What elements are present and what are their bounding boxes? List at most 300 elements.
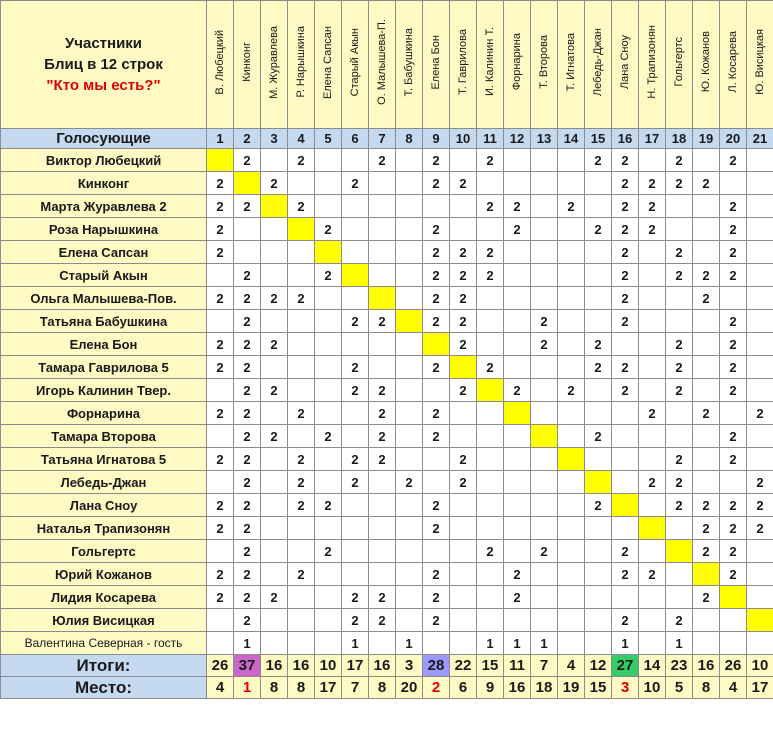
vote-cell [666, 287, 693, 310]
vote-cell [639, 310, 666, 333]
vote-cell [450, 195, 477, 218]
participant-number: 3 [261, 129, 288, 149]
participants-header-row [1, 1, 773, 129]
self-vote-cell [747, 609, 773, 632]
participant-name: Н. Трапизонян [646, 25, 658, 99]
totals-row [1, 655, 773, 677]
vote-cell [261, 310, 288, 333]
vote-cell [531, 494, 558, 517]
vote-cell [342, 563, 369, 586]
vote-cell: 2 [315, 264, 342, 287]
vote-cell [612, 402, 639, 425]
vote-cell [639, 425, 666, 448]
vote-cell [396, 402, 423, 425]
vote-cell [693, 425, 720, 448]
vote-cell [747, 586, 773, 609]
vote-cell [261, 402, 288, 425]
participant-number: 20 [720, 129, 747, 149]
vote-cell [531, 172, 558, 195]
vote-cell [342, 218, 369, 241]
vote-cell [315, 287, 342, 310]
vote-cell [504, 172, 531, 195]
vote-cell [531, 379, 558, 402]
place-rank: 7 [342, 677, 369, 699]
place-rank: 1 [234, 677, 261, 699]
participant-name: Елена Бон [430, 34, 442, 90]
vote-cell: 2 [666, 172, 693, 195]
vote-cell [666, 563, 693, 586]
voter-row [1, 264, 773, 287]
vote-cell [342, 517, 369, 540]
places-row [1, 677, 773, 699]
voter-row [1, 609, 773, 632]
vote-cell: 2 [234, 310, 261, 333]
vote-cell: 2 [315, 540, 342, 563]
vote-cell: 2 [693, 517, 720, 540]
vote-cell: 2 [423, 563, 450, 586]
place-rank: 19 [558, 677, 585, 699]
self-vote-cell [261, 195, 288, 218]
self-vote-cell [288, 218, 315, 241]
total-score: 12 [585, 655, 612, 677]
vote-cell [450, 149, 477, 172]
vote-cell: 2 [477, 149, 504, 172]
voter-row [1, 448, 773, 471]
participant-name: Т. Бабушкина [403, 27, 415, 97]
vote-cell: 2 [450, 471, 477, 494]
vote-cell [342, 195, 369, 218]
voter-row [1, 149, 773, 172]
vote-cell: 2 [585, 149, 612, 172]
self-vote-cell [342, 264, 369, 287]
participant-number: 18 [666, 129, 693, 149]
guest-vote-cell [207, 632, 234, 655]
vote-cell [288, 425, 315, 448]
vote-cell: 2 [693, 586, 720, 609]
vote-cell [747, 563, 773, 586]
vote-cell [396, 356, 423, 379]
vote-cell: 2 [666, 609, 693, 632]
vote-cell: 2 [666, 241, 693, 264]
self-vote-cell [558, 448, 585, 471]
voter-name: Лебедь-Джан [1, 471, 207, 494]
vote-cell: 2 [423, 609, 450, 632]
vote-cell: 2 [477, 195, 504, 218]
vote-cell: 2 [261, 586, 288, 609]
vote-cell [450, 218, 477, 241]
vote-cell [558, 218, 585, 241]
vote-cell [585, 264, 612, 287]
participant-header [315, 1, 342, 129]
participant-number: 15 [585, 129, 612, 149]
vote-cell: 2 [396, 471, 423, 494]
guest-vote-cell [747, 632, 773, 655]
vote-cell: 2 [234, 494, 261, 517]
vote-cell [450, 402, 477, 425]
participant-number: 6 [342, 129, 369, 149]
total-score: 26 [207, 655, 234, 677]
participant-header [666, 1, 693, 129]
self-vote-cell [450, 356, 477, 379]
places-label: Место: [1, 677, 207, 699]
place-rank: 10 [639, 677, 666, 699]
vote-cell: 2 [693, 494, 720, 517]
vote-cell: 2 [234, 425, 261, 448]
vote-cell [693, 356, 720, 379]
participant-header [585, 1, 612, 129]
place-rank: 9 [477, 677, 504, 699]
vote-cell: 2 [585, 218, 612, 241]
vote-cell [747, 333, 773, 356]
vote-cell: 2 [720, 494, 747, 517]
vote-cell: 2 [207, 241, 234, 264]
vote-cell [234, 241, 261, 264]
participant-header [612, 1, 639, 129]
vote-cell: 2 [369, 586, 396, 609]
vote-cell: 2 [288, 563, 315, 586]
place-rank: 4 [720, 677, 747, 699]
participant-name: Лебедь-Джан [592, 27, 604, 97]
vote-cell: 2 [639, 471, 666, 494]
vote-cell [315, 517, 342, 540]
vote-cell [531, 609, 558, 632]
voter-name: Татьяна Игнатова 5 [1, 448, 207, 471]
guest-vote-cell [639, 632, 666, 655]
voter-name: Елена Сапсан [1, 241, 207, 264]
vote-cell: 2 [585, 333, 612, 356]
vote-cell [342, 425, 369, 448]
vote-cell: 2 [342, 471, 369, 494]
participant-number: 17 [639, 129, 666, 149]
vote-cell [693, 333, 720, 356]
vote-cell: 2 [477, 356, 504, 379]
vote-cell: 2 [261, 379, 288, 402]
guest-vote-cell: 1 [666, 632, 693, 655]
vote-cell [288, 609, 315, 632]
vote-cell: 2 [450, 310, 477, 333]
vote-cell [396, 379, 423, 402]
voter-row [1, 287, 773, 310]
vote-cell [423, 448, 450, 471]
vote-cell [558, 517, 585, 540]
total-score: 10 [315, 655, 342, 677]
vote-cell: 2 [423, 402, 450, 425]
participant-header [477, 1, 504, 129]
voters-number-row [1, 129, 773, 149]
voter-name: Лана Сноу [1, 494, 207, 517]
vote-cell [396, 448, 423, 471]
participant-number: 16 [612, 129, 639, 149]
participant-header [504, 1, 531, 129]
vote-cell [504, 448, 531, 471]
vote-cell [693, 448, 720, 471]
totals-label: Итоги: [1, 655, 207, 677]
participant-name: Ю. Висицкая [754, 29, 766, 95]
participant-number: 2 [234, 129, 261, 149]
vote-cell [477, 494, 504, 517]
vote-cell: 2 [207, 402, 234, 425]
voter-name: Татьяна Бабушкина [1, 310, 207, 333]
vote-cell: 2 [666, 264, 693, 287]
vote-cell: 2 [531, 310, 558, 333]
vote-cell [369, 218, 396, 241]
vote-cell [693, 218, 720, 241]
participant-header [720, 1, 747, 129]
voter-rows [1, 149, 773, 655]
vote-cell: 2 [720, 379, 747, 402]
vote-cell [423, 540, 450, 563]
vote-cell [396, 425, 423, 448]
vote-cell: 2 [720, 540, 747, 563]
total-score: 22 [450, 655, 477, 677]
vote-cell [531, 218, 558, 241]
vote-cell [612, 586, 639, 609]
vote-cell: 2 [666, 356, 693, 379]
vote-cell [639, 494, 666, 517]
vote-cell [747, 218, 773, 241]
vote-cell [666, 310, 693, 333]
total-score: 11 [504, 655, 531, 677]
participant-header [396, 1, 423, 129]
vote-cell [261, 540, 288, 563]
vote-cell [342, 287, 369, 310]
participant-number: 14 [558, 129, 585, 149]
vote-cell [504, 494, 531, 517]
place-rank: 20 [396, 677, 423, 699]
participant-header [693, 1, 720, 129]
vote-cell: 2 [720, 241, 747, 264]
guest-vote-cell [288, 632, 315, 655]
vote-cell [315, 172, 342, 195]
vote-cell [288, 241, 315, 264]
guest-vote-cell [585, 632, 612, 655]
vote-cell [585, 287, 612, 310]
vote-cell: 2 [504, 586, 531, 609]
vote-cell: 2 [369, 609, 396, 632]
participant-number: 1 [207, 129, 234, 149]
participant-number: 8 [396, 129, 423, 149]
participant-name: Елена Сапсан [322, 25, 334, 99]
guest-vote-cell [315, 632, 342, 655]
total-score: 7 [531, 655, 558, 677]
place-rank: 8 [288, 677, 315, 699]
participant-name: Кинконг [241, 42, 253, 82]
vote-cell [666, 218, 693, 241]
vote-cell [693, 149, 720, 172]
title-line-3: "Кто мы есть?" [46, 77, 161, 94]
vote-cell [315, 471, 342, 494]
place-rank: 6 [450, 677, 477, 699]
vote-cell: 2 [720, 517, 747, 540]
vote-cell [423, 379, 450, 402]
vote-cell [747, 448, 773, 471]
vote-cell: 2 [531, 333, 558, 356]
voter-row [1, 218, 773, 241]
vote-cell [423, 195, 450, 218]
vote-cell [396, 563, 423, 586]
vote-cell: 2 [585, 356, 612, 379]
vote-cell [369, 195, 396, 218]
vote-cell: 2 [612, 241, 639, 264]
self-vote-cell [720, 586, 747, 609]
participant-name: Гольгертс [673, 37, 685, 87]
vote-cell [558, 172, 585, 195]
voter-row [1, 402, 773, 425]
place-rank: 17 [315, 677, 342, 699]
vote-cell [396, 149, 423, 172]
vote-cell [639, 333, 666, 356]
voter-row [1, 586, 773, 609]
vote-cell: 2 [423, 218, 450, 241]
vote-cell [477, 609, 504, 632]
vote-cell [288, 264, 315, 287]
self-vote-cell [369, 287, 396, 310]
vote-cell [747, 425, 773, 448]
vote-cell: 2 [207, 494, 234, 517]
vote-cell [504, 149, 531, 172]
participant-name: И. Калинин Т. [484, 27, 496, 97]
vote-cell: 2 [720, 425, 747, 448]
voter-name: Старый Акын [1, 264, 207, 287]
self-vote-cell [693, 563, 720, 586]
voter-row [1, 563, 773, 586]
participant-name: О. Малышева-П. [376, 19, 388, 105]
vote-cell: 2 [369, 402, 396, 425]
vote-cell: 2 [423, 586, 450, 609]
vote-cell [720, 287, 747, 310]
vote-cell: 2 [720, 563, 747, 586]
place-rank: 2 [423, 677, 450, 699]
vote-cell [585, 379, 612, 402]
vote-cell [207, 264, 234, 287]
vote-cell [639, 448, 666, 471]
total-score: 4 [558, 655, 585, 677]
vote-cell [261, 448, 288, 471]
voter-row [1, 379, 773, 402]
vote-cell [639, 609, 666, 632]
voter-row [1, 310, 773, 333]
voter-name: Кинконг [1, 172, 207, 195]
vote-cell [369, 172, 396, 195]
vote-cell: 2 [450, 241, 477, 264]
place-rank: 8 [369, 677, 396, 699]
participant-number: 9 [423, 129, 450, 149]
place-rank: 17 [747, 677, 773, 699]
vote-cell [558, 310, 585, 333]
vote-cell [396, 333, 423, 356]
guest-vote-cell [558, 632, 585, 655]
vote-cell [531, 264, 558, 287]
vote-cell [288, 172, 315, 195]
vote-cell [531, 287, 558, 310]
vote-cell: 2 [639, 402, 666, 425]
voter-row [1, 471, 773, 494]
vote-cell [369, 563, 396, 586]
vote-cell: 2 [234, 356, 261, 379]
title-line-2: Блиц в 12 строк [44, 56, 163, 73]
voter-name: Тамара Гаврилова 5 [1, 356, 207, 379]
place-rank: 15 [585, 677, 612, 699]
vote-cell: 2 [693, 172, 720, 195]
vote-cell: 2 [342, 172, 369, 195]
vote-cell: 2 [207, 172, 234, 195]
vote-cell [207, 540, 234, 563]
vote-cell [558, 586, 585, 609]
vote-cell [315, 563, 342, 586]
vote-cell [531, 471, 558, 494]
guest-vote-cell [369, 632, 396, 655]
vote-cell: 2 [720, 149, 747, 172]
vote-cell [396, 494, 423, 517]
vote-cell: 2 [288, 149, 315, 172]
total-score: 10 [747, 655, 773, 677]
table-title [1, 1, 207, 129]
vote-cell: 2 [639, 563, 666, 586]
vote-cell [369, 356, 396, 379]
self-vote-cell [504, 402, 531, 425]
vote-cell [558, 494, 585, 517]
total-score: 37 [234, 655, 261, 677]
vote-cell: 2 [234, 609, 261, 632]
vote-cell: 2 [666, 448, 693, 471]
vote-cell [396, 241, 423, 264]
guest-vote-cell [423, 632, 450, 655]
vote-cell: 2 [369, 425, 396, 448]
vote-cell: 2 [234, 517, 261, 540]
vote-cell [396, 609, 423, 632]
vote-cell: 2 [612, 287, 639, 310]
vote-cell [639, 241, 666, 264]
self-vote-cell [612, 494, 639, 517]
participant-name: Т. Второва [538, 35, 550, 89]
vote-cell [504, 287, 531, 310]
voter-name: Гольгертс [1, 540, 207, 563]
vote-cell: 2 [423, 517, 450, 540]
vote-cell: 2 [504, 218, 531, 241]
vote-cell [531, 402, 558, 425]
vote-cell: 2 [207, 195, 234, 218]
vote-cell: 2 [450, 172, 477, 195]
vote-cell: 2 [423, 264, 450, 287]
vote-cell [693, 310, 720, 333]
vote-cell [558, 149, 585, 172]
vote-cell: 2 [423, 149, 450, 172]
voter-name: Ольга Малышева-Пов. [1, 287, 207, 310]
vote-cell: 2 [450, 379, 477, 402]
vote-cell [423, 471, 450, 494]
total-score: 16 [369, 655, 396, 677]
vote-cell [261, 563, 288, 586]
vote-cell [369, 540, 396, 563]
voter-row [1, 195, 773, 218]
vote-cell [747, 149, 773, 172]
vote-cell [504, 609, 531, 632]
vote-cell [288, 517, 315, 540]
vote-cell: 2 [369, 149, 396, 172]
vote-cell [585, 609, 612, 632]
vote-cell: 2 [639, 172, 666, 195]
guest-vote-cell [450, 632, 477, 655]
vote-cell [342, 149, 369, 172]
vote-cell [612, 333, 639, 356]
participant-number: 4 [288, 129, 315, 149]
vote-cell [558, 241, 585, 264]
vote-cell: 2 [423, 241, 450, 264]
vote-cell: 2 [342, 586, 369, 609]
vote-cell [369, 494, 396, 517]
vote-cell [666, 517, 693, 540]
vote-cell [261, 609, 288, 632]
